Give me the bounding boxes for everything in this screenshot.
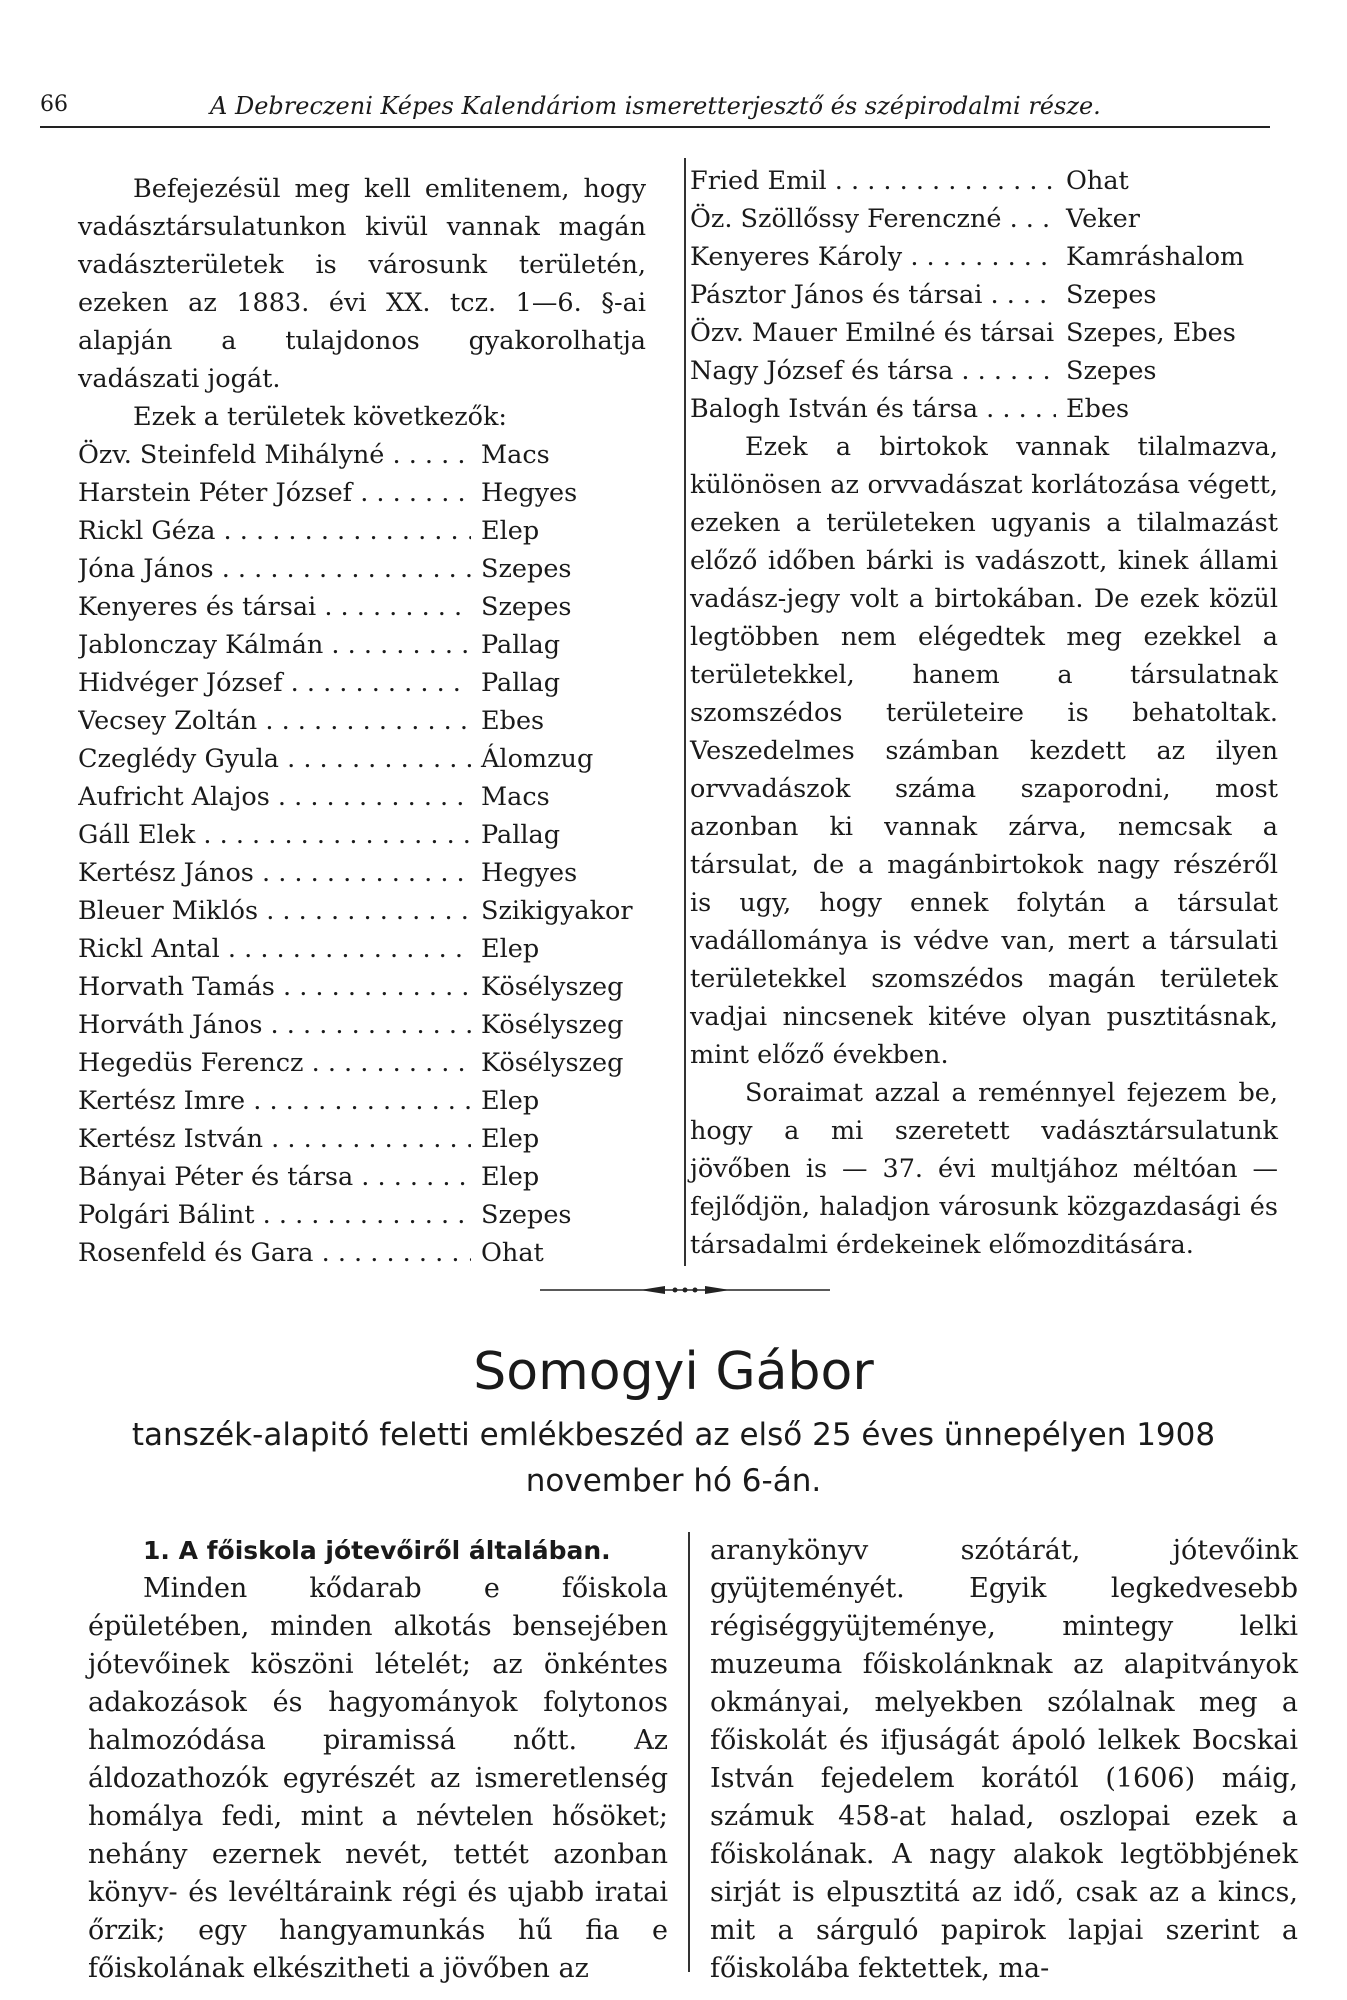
estate-row bbox=[78, 778, 646, 816]
estate-row bbox=[78, 474, 646, 512]
owner-name: Hidvéger József . . . bbox=[78, 664, 471, 702]
estate-row bbox=[78, 626, 646, 664]
right-paragraph-2: Soraimat azzal a reménnyel fejezem be, hogy a mi szeretett vadásztársulatunk jövőben is — 37. évi multjához méltóan — fejlődjön, haladjon városunk közgazdasági és társadalmi érdekeinek előmozditására. bbox=[690, 1078, 1278, 1260]
estate-row bbox=[78, 1044, 646, 1082]
estate-location: Szepes bbox=[481, 592, 572, 622]
page-header bbox=[40, 92, 1270, 128]
owner-name: Bányai Péter és társa . . . bbox=[78, 1158, 471, 1196]
owner-name: Fried Emil . . . bbox=[690, 162, 1056, 200]
owner-name: Jóna János . . . bbox=[78, 550, 471, 588]
estate-row bbox=[78, 816, 646, 854]
estate-row bbox=[78, 1082, 646, 1120]
estate-row bbox=[78, 930, 646, 968]
estate-row bbox=[78, 968, 646, 1006]
estate-location: Szepes, Ebes bbox=[1066, 318, 1236, 348]
estate-location: Szikigyakor bbox=[481, 896, 633, 926]
owner-name: Nagy József és társa . . . bbox=[690, 352, 1056, 390]
owner-name: Balogh István és társa . . . bbox=[690, 390, 1056, 428]
estate-location: Elep bbox=[481, 516, 540, 546]
running-title: A Debreczeni Képes Kalendáriom ismeretterjesztő és szépirodalmi része. bbox=[210, 92, 1101, 120]
estate-row bbox=[78, 664, 646, 702]
estate-location: Macs bbox=[481, 440, 550, 470]
estate-row bbox=[78, 1006, 646, 1044]
owner-name: Aufricht Alajos . . . bbox=[78, 778, 471, 816]
estate-location: Pallag bbox=[481, 820, 561, 850]
estate-row bbox=[78, 588, 646, 626]
estate-row bbox=[78, 1120, 646, 1158]
article-column-divider bbox=[688, 1532, 690, 1972]
estate-location: Elep bbox=[481, 1162, 540, 1192]
estate-row bbox=[78, 436, 646, 474]
owner-name: Jablonczay Kálmán . . . bbox=[78, 626, 471, 664]
estate-row bbox=[690, 352, 1278, 390]
owner-name: Harstein Péter József . . . bbox=[78, 474, 471, 512]
estate-row bbox=[690, 162, 1278, 200]
estate-row bbox=[78, 892, 646, 930]
estate-row bbox=[78, 550, 646, 588]
estate-location: Kösélyszeg bbox=[481, 1010, 624, 1040]
owner-name: Özv. Steinfeld Mihályné . . . bbox=[78, 436, 471, 474]
owner-name: Öz. Szöllőssy Ferenczné . . . bbox=[690, 200, 1056, 238]
estate-row bbox=[78, 1158, 646, 1196]
owner-name: Kenyeres Károly . . . bbox=[690, 238, 1056, 276]
right-paragraph-1: Ezek a birtokok vannak tilalmazva, különösen az orvvadászat korlátozása végett, ezeken a területeken ugyanis a tilalmazást előző időben bárki is vadászott, kinek állami vadász-jegy volt a birtokában. De ezek közül legtöbben nem elégedtek meg ezekkel a területekkel, hanem a társulatnak szomszédos területeire is behatoltak. Veszedelmes számban kezdett az ilyen orvvadászok száma szaporodni, most azonban ki vannak zárva, nemcsak a társulat, de a magánbirtokok nagy részéről is ugy, hogy ennek folytán a társulat vadállománya is védve van, mert a társulati területekkel szomszédos magán területek vadjai nincsenek kitéve olyan pusztitásnak, mint előző években. bbox=[690, 432, 1278, 1070]
left-column bbox=[78, 170, 646, 1272]
estate-location: Szepes bbox=[481, 1200, 572, 1230]
estate-location: Elep bbox=[481, 934, 540, 964]
article-left-text: Minden kődarab e főiskola épületében, minden alkotás bensejében jótevőinek köszöni lételét; az önkéntes adakozások és hagyományok folytonos halmozódása piramissá nőtt. Az áldozathozók egyrészét az ismeretlenség homálya fedi, mint a névtelen hősöket; nehány ezernek nevét, tettét azonban könyv- és levéltáraink régi és ujabb iratai őrzik; egy hangyamunkás hű fia e főiskolának elkészitheti a jövőben az bbox=[88, 1573, 668, 1984]
estate-location: Veker bbox=[1066, 204, 1140, 234]
estate-location: Hegyes bbox=[481, 858, 578, 888]
estate-location: Álomzug bbox=[481, 744, 594, 774]
owner-name: Bleuer Miklós . . . bbox=[78, 892, 471, 930]
list-intro: Ezek a területek következők: bbox=[133, 402, 508, 432]
intro-paragraph: Befejezésül meg kell emlitenem, hogy vadásztársulatunkon kivül vannak magán vadászterületek is városunk területén, ezeken az 1883. évi XX. tcz. 1—6. §-ai alapján a tulajdonos gyakorolhatja vadászati jogát. bbox=[78, 174, 646, 394]
right-column bbox=[690, 162, 1278, 1264]
owner-name: Rickl Antal . . . bbox=[78, 930, 471, 968]
estate-row bbox=[78, 512, 646, 550]
estate-row bbox=[78, 702, 646, 740]
estate-location: Szepes bbox=[481, 554, 572, 584]
owner-name: Kertész István . . . bbox=[78, 1120, 471, 1158]
article-subtitle: tanszék-alapitó feletti emlékbeszéd az első 25 éves ünnepélyen 1908 november hó 6-án. bbox=[131, 1417, 1216, 1499]
estate-location: Kamráshalom bbox=[1066, 242, 1245, 272]
estate-location: Ohat bbox=[481, 1238, 544, 1268]
estate-row bbox=[78, 740, 646, 778]
estate-location: Elep bbox=[481, 1124, 540, 1154]
column-divider bbox=[684, 158, 686, 1266]
owner-name: Pásztor János és társai . . . bbox=[690, 276, 1056, 314]
estate-location: Hegyes bbox=[481, 478, 578, 508]
owner-name: Özv. Mauer Emilné és társai . . . bbox=[690, 314, 1056, 352]
owner-name: Hegedüs Ferencz . . . bbox=[78, 1044, 471, 1082]
estate-row bbox=[690, 390, 1278, 428]
owner-name: Rickl Géza . . . bbox=[78, 512, 471, 550]
estate-row bbox=[690, 276, 1278, 314]
owner-name: Vecsey Zoltán . . . bbox=[78, 702, 471, 740]
estate-location: Szepes bbox=[1066, 280, 1157, 310]
owner-name: Horváth János . . . bbox=[78, 1006, 471, 1044]
owner-name: Horvath Tamás . . . bbox=[78, 968, 471, 1006]
article-left-column bbox=[88, 1532, 668, 1988]
owner-name: Kertész János . . . bbox=[78, 854, 471, 892]
estate-location: Szepes bbox=[1066, 356, 1157, 386]
ornament-divider bbox=[540, 1283, 830, 1297]
estate-list-left bbox=[78, 436, 646, 1272]
estate-row bbox=[690, 238, 1278, 276]
estate-location: Ohat bbox=[1066, 166, 1129, 196]
article-title: Somogyi Gábor bbox=[473, 1342, 874, 1402]
estate-row bbox=[78, 854, 646, 892]
owner-name: Kertész Imre . . . bbox=[78, 1082, 471, 1120]
estate-location: Pallag bbox=[481, 668, 561, 698]
page-number: 66 bbox=[40, 92, 68, 117]
estate-location: Ebes bbox=[481, 706, 545, 736]
article-right-text: aranykönyv szótárát, jótevőink gyüjteményét. Egyik legkedvesebb régiséggyüjteménye, mintegy lelki muzeuma főiskolánknak az alapitványok okmányai, melyekben szólalnak meg a főiskolát és ifjuságát ápoló lelkek Bocskai István fejedelem korától (1606) máig, számuk 458-at halad, oszlopai ezek a főiskolának. A nagy alakok legtöbbjének sirját is elpusztitá az idő, csak az a kincs, mit a sárguló papirok lapjai szerint a főiskolába fektettek, ma- bbox=[710, 1535, 1298, 1984]
estate-list-right bbox=[690, 162, 1278, 428]
estate-location: Ebes bbox=[1066, 394, 1130, 424]
estate-location: Elep bbox=[481, 1086, 540, 1116]
estate-row bbox=[78, 1234, 646, 1272]
owner-name: Polgári Bálint . . . bbox=[78, 1196, 471, 1234]
article-right-column bbox=[710, 1532, 1298, 1988]
owner-name: Kenyeres és társai . . . bbox=[78, 588, 471, 626]
owner-name: Gáll Elek . . . bbox=[78, 816, 471, 854]
estate-location: Kösélyszeg bbox=[481, 972, 624, 1002]
estate-row bbox=[78, 1196, 646, 1234]
estate-location: Macs bbox=[481, 782, 550, 812]
owner-name: Czeglédy Gyula . . . bbox=[78, 740, 471, 778]
estate-location: Kösélyszeg bbox=[481, 1048, 624, 1078]
section-heading: 1. A főiskola jótevőiről általában. bbox=[143, 1536, 611, 1565]
estate-location: Pallag bbox=[481, 630, 561, 660]
estate-row bbox=[690, 200, 1278, 238]
owner-name: Rosenfeld és Gara . . . bbox=[78, 1234, 471, 1272]
estate-row bbox=[690, 314, 1278, 352]
